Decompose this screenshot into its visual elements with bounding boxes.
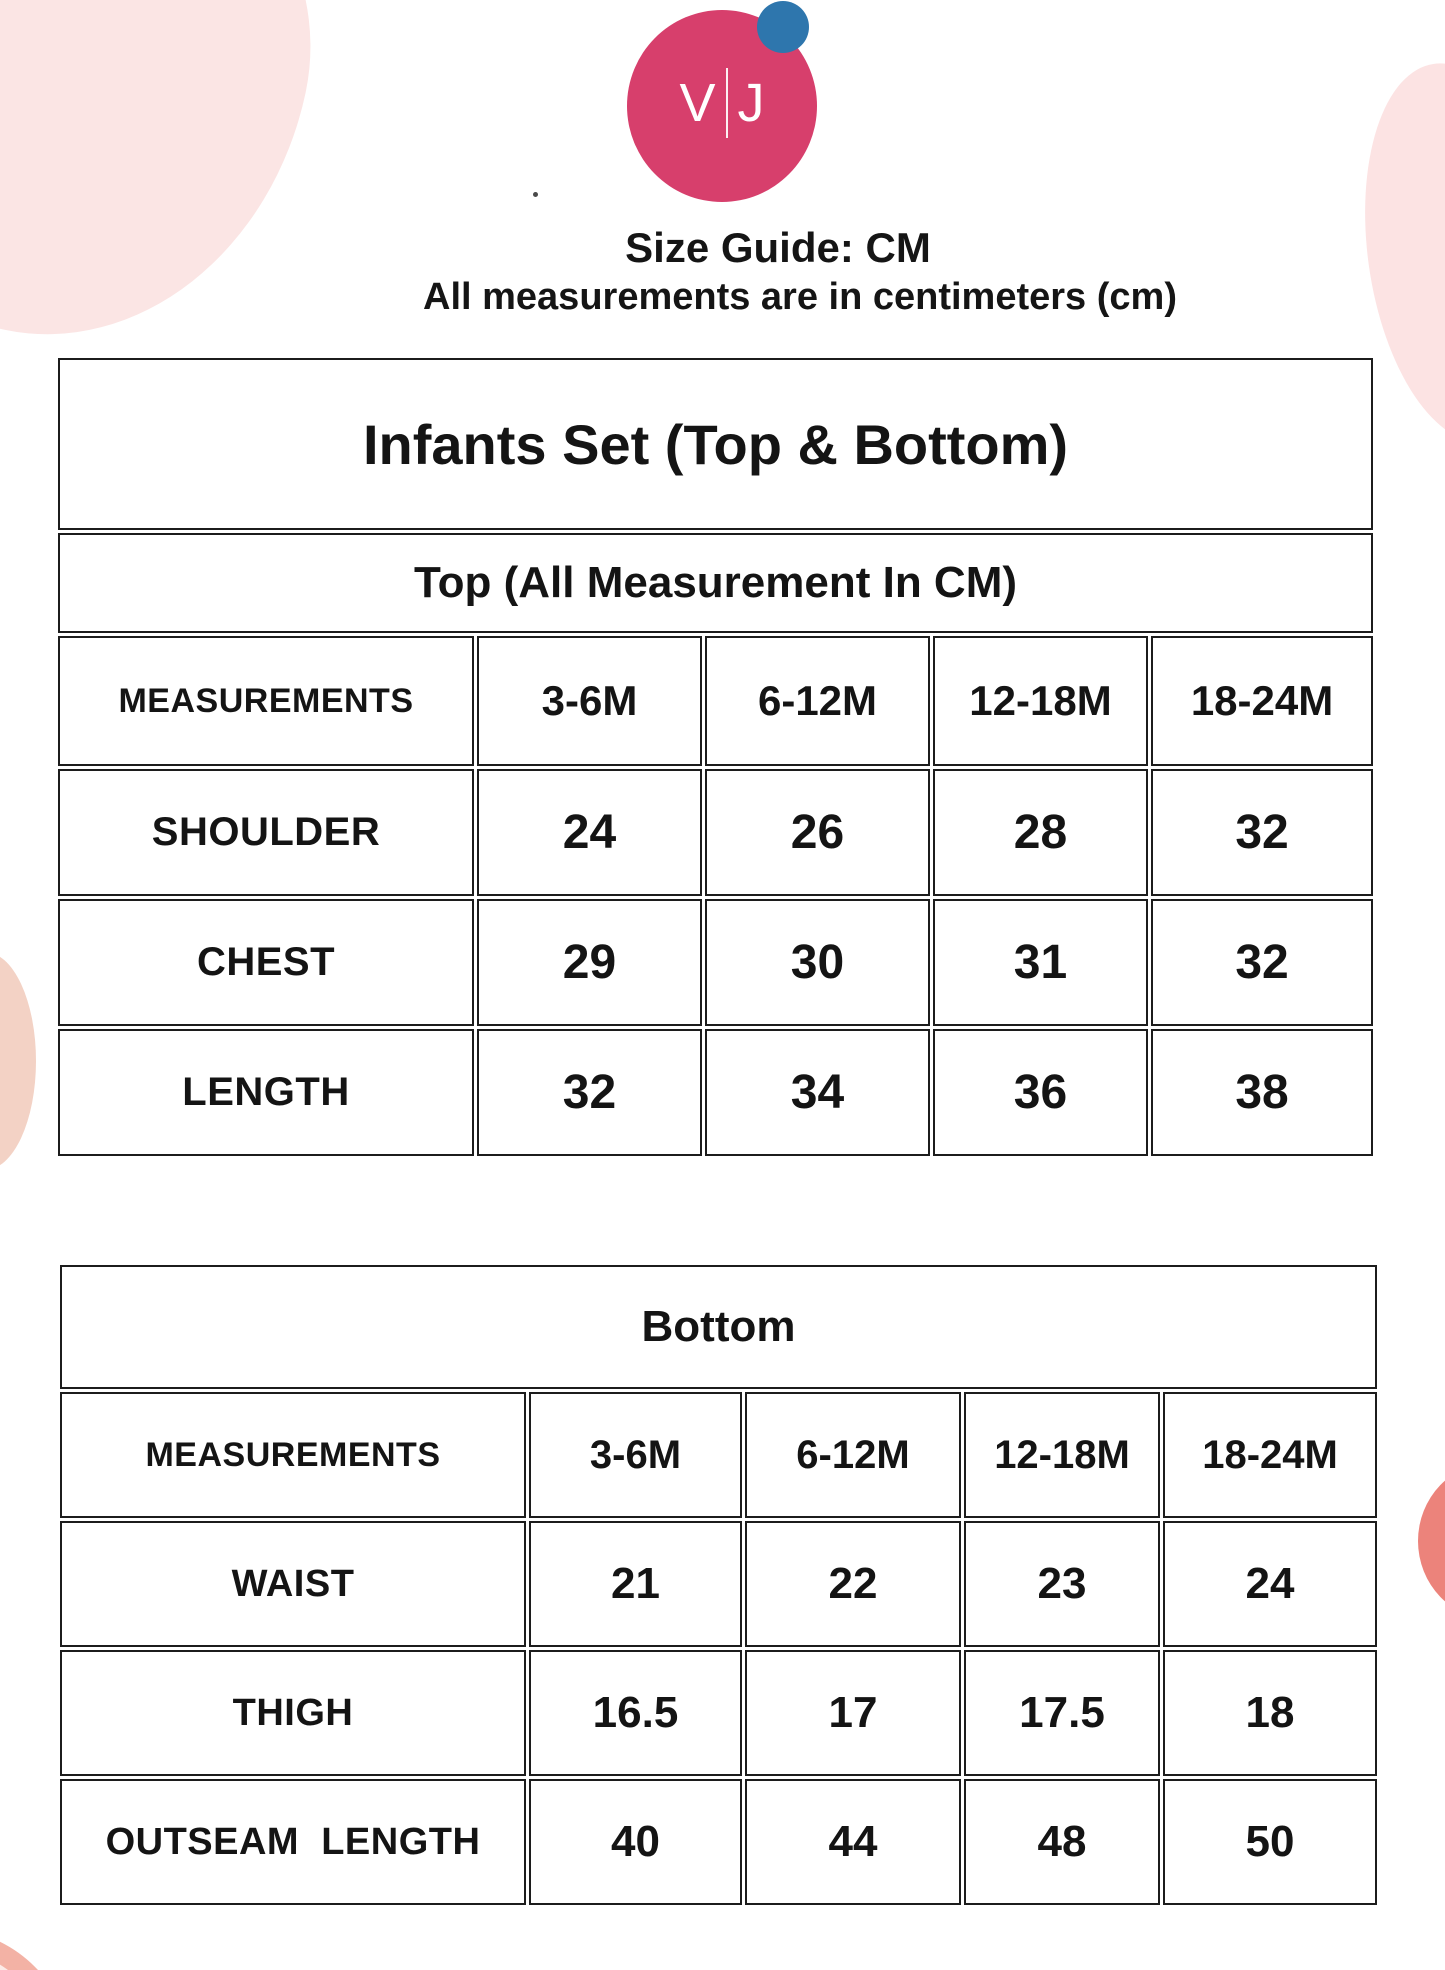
waist-12-18m: 23 — [964, 1521, 1160, 1647]
top-size-table — [55, 355, 1376, 1159]
table-row — [58, 899, 1373, 1026]
row-label-waist: WAIST — [60, 1521, 526, 1647]
bottom-header-measurements: MEASUREMENTS — [60, 1392, 526, 1518]
logo-letter-j: J — [737, 73, 765, 133]
length-18-24m: 38 — [1151, 1029, 1373, 1156]
outseam-6-12m: 44 — [745, 1779, 961, 1905]
table-row — [60, 1650, 1377, 1776]
page-title: Size Guide: CM — [625, 224, 931, 271]
chest-18-24m: 32 — [1151, 899, 1373, 1026]
chest-6-12m: 30 — [705, 899, 930, 1026]
row-label-shoulder: SHOULDER — [58, 769, 474, 896]
waist-3-6m: 21 — [529, 1521, 742, 1647]
top-header-size-3-6m: 3-6M — [477, 636, 702, 766]
bottom-size-table — [57, 1262, 1380, 1908]
decorative-speck — [533, 192, 538, 197]
logo-accent-dot — [757, 1, 809, 53]
outseam-12-18m: 48 — [964, 1779, 1160, 1905]
outseam-3-6m: 40 — [529, 1779, 742, 1905]
chest-3-6m: 29 — [477, 899, 702, 1026]
row-label-outseam-length: OUTSEAM LENGTH — [60, 1779, 526, 1905]
bottom-table-section-header: Bottom — [60, 1265, 1377, 1389]
thigh-12-18m: 17.5 — [964, 1650, 1160, 1776]
bottom-header-size-3-6m: 3-6M — [529, 1392, 742, 1518]
table-row — [60, 1521, 1377, 1647]
shoulder-3-6m: 24 — [477, 769, 702, 896]
top-header-size-12-18m: 12-18M — [933, 636, 1148, 766]
decorative-blob-bottom-left — [0, 1928, 74, 1970]
row-label-thigh: THIGH — [60, 1650, 526, 1776]
decorative-blob-top-left — [0, 0, 358, 381]
length-6-12m: 34 — [705, 1029, 930, 1156]
waist-6-12m: 22 — [745, 1521, 961, 1647]
thigh-18-24m: 18 — [1163, 1650, 1377, 1776]
logo-divider-bar — [726, 68, 728, 138]
top-header-size-18-24m: 18-24M — [1151, 636, 1373, 766]
decorative-blob-left — [0, 952, 36, 1170]
decorative-blob-right — [1418, 1462, 1445, 1620]
bottom-header-size-12-18m: 12-18M — [964, 1392, 1160, 1518]
logo-letter-v: V — [679, 73, 716, 133]
table-row — [58, 1029, 1373, 1156]
chest-12-18m: 31 — [933, 899, 1148, 1026]
bottom-header-size-18-24m: 18-24M — [1163, 1392, 1377, 1518]
table-row — [60, 1779, 1377, 1905]
thigh-6-12m: 17 — [745, 1650, 961, 1776]
shoulder-6-12m: 26 — [705, 769, 930, 896]
row-label-chest: CHEST — [58, 899, 474, 1026]
thigh-3-6m: 16.5 — [529, 1650, 742, 1776]
row-label-length: LENGTH — [58, 1029, 474, 1156]
shoulder-18-24m: 32 — [1151, 769, 1373, 896]
length-12-18m: 36 — [933, 1029, 1148, 1156]
top-header-measurements: MEASUREMENTS — [58, 636, 474, 766]
table-row — [58, 769, 1373, 896]
bottom-header-size-6-12m: 6-12M — [745, 1392, 961, 1518]
length-3-6m: 32 — [477, 1029, 702, 1156]
shoulder-12-18m: 28 — [933, 769, 1148, 896]
page-subtitle: All measurements are in centimeters (cm) — [423, 276, 1177, 318]
waist-18-24m: 24 — [1163, 1521, 1377, 1647]
outseam-18-24m: 50 — [1163, 1779, 1377, 1905]
top-header-size-6-12m: 6-12M — [705, 636, 930, 766]
top-table-title: Infants Set (Top & Bottom) — [58, 358, 1373, 530]
top-table-section-header: Top (All Measurement In CM) — [58, 533, 1373, 633]
brand-logo-monogram — [679, 68, 764, 138]
